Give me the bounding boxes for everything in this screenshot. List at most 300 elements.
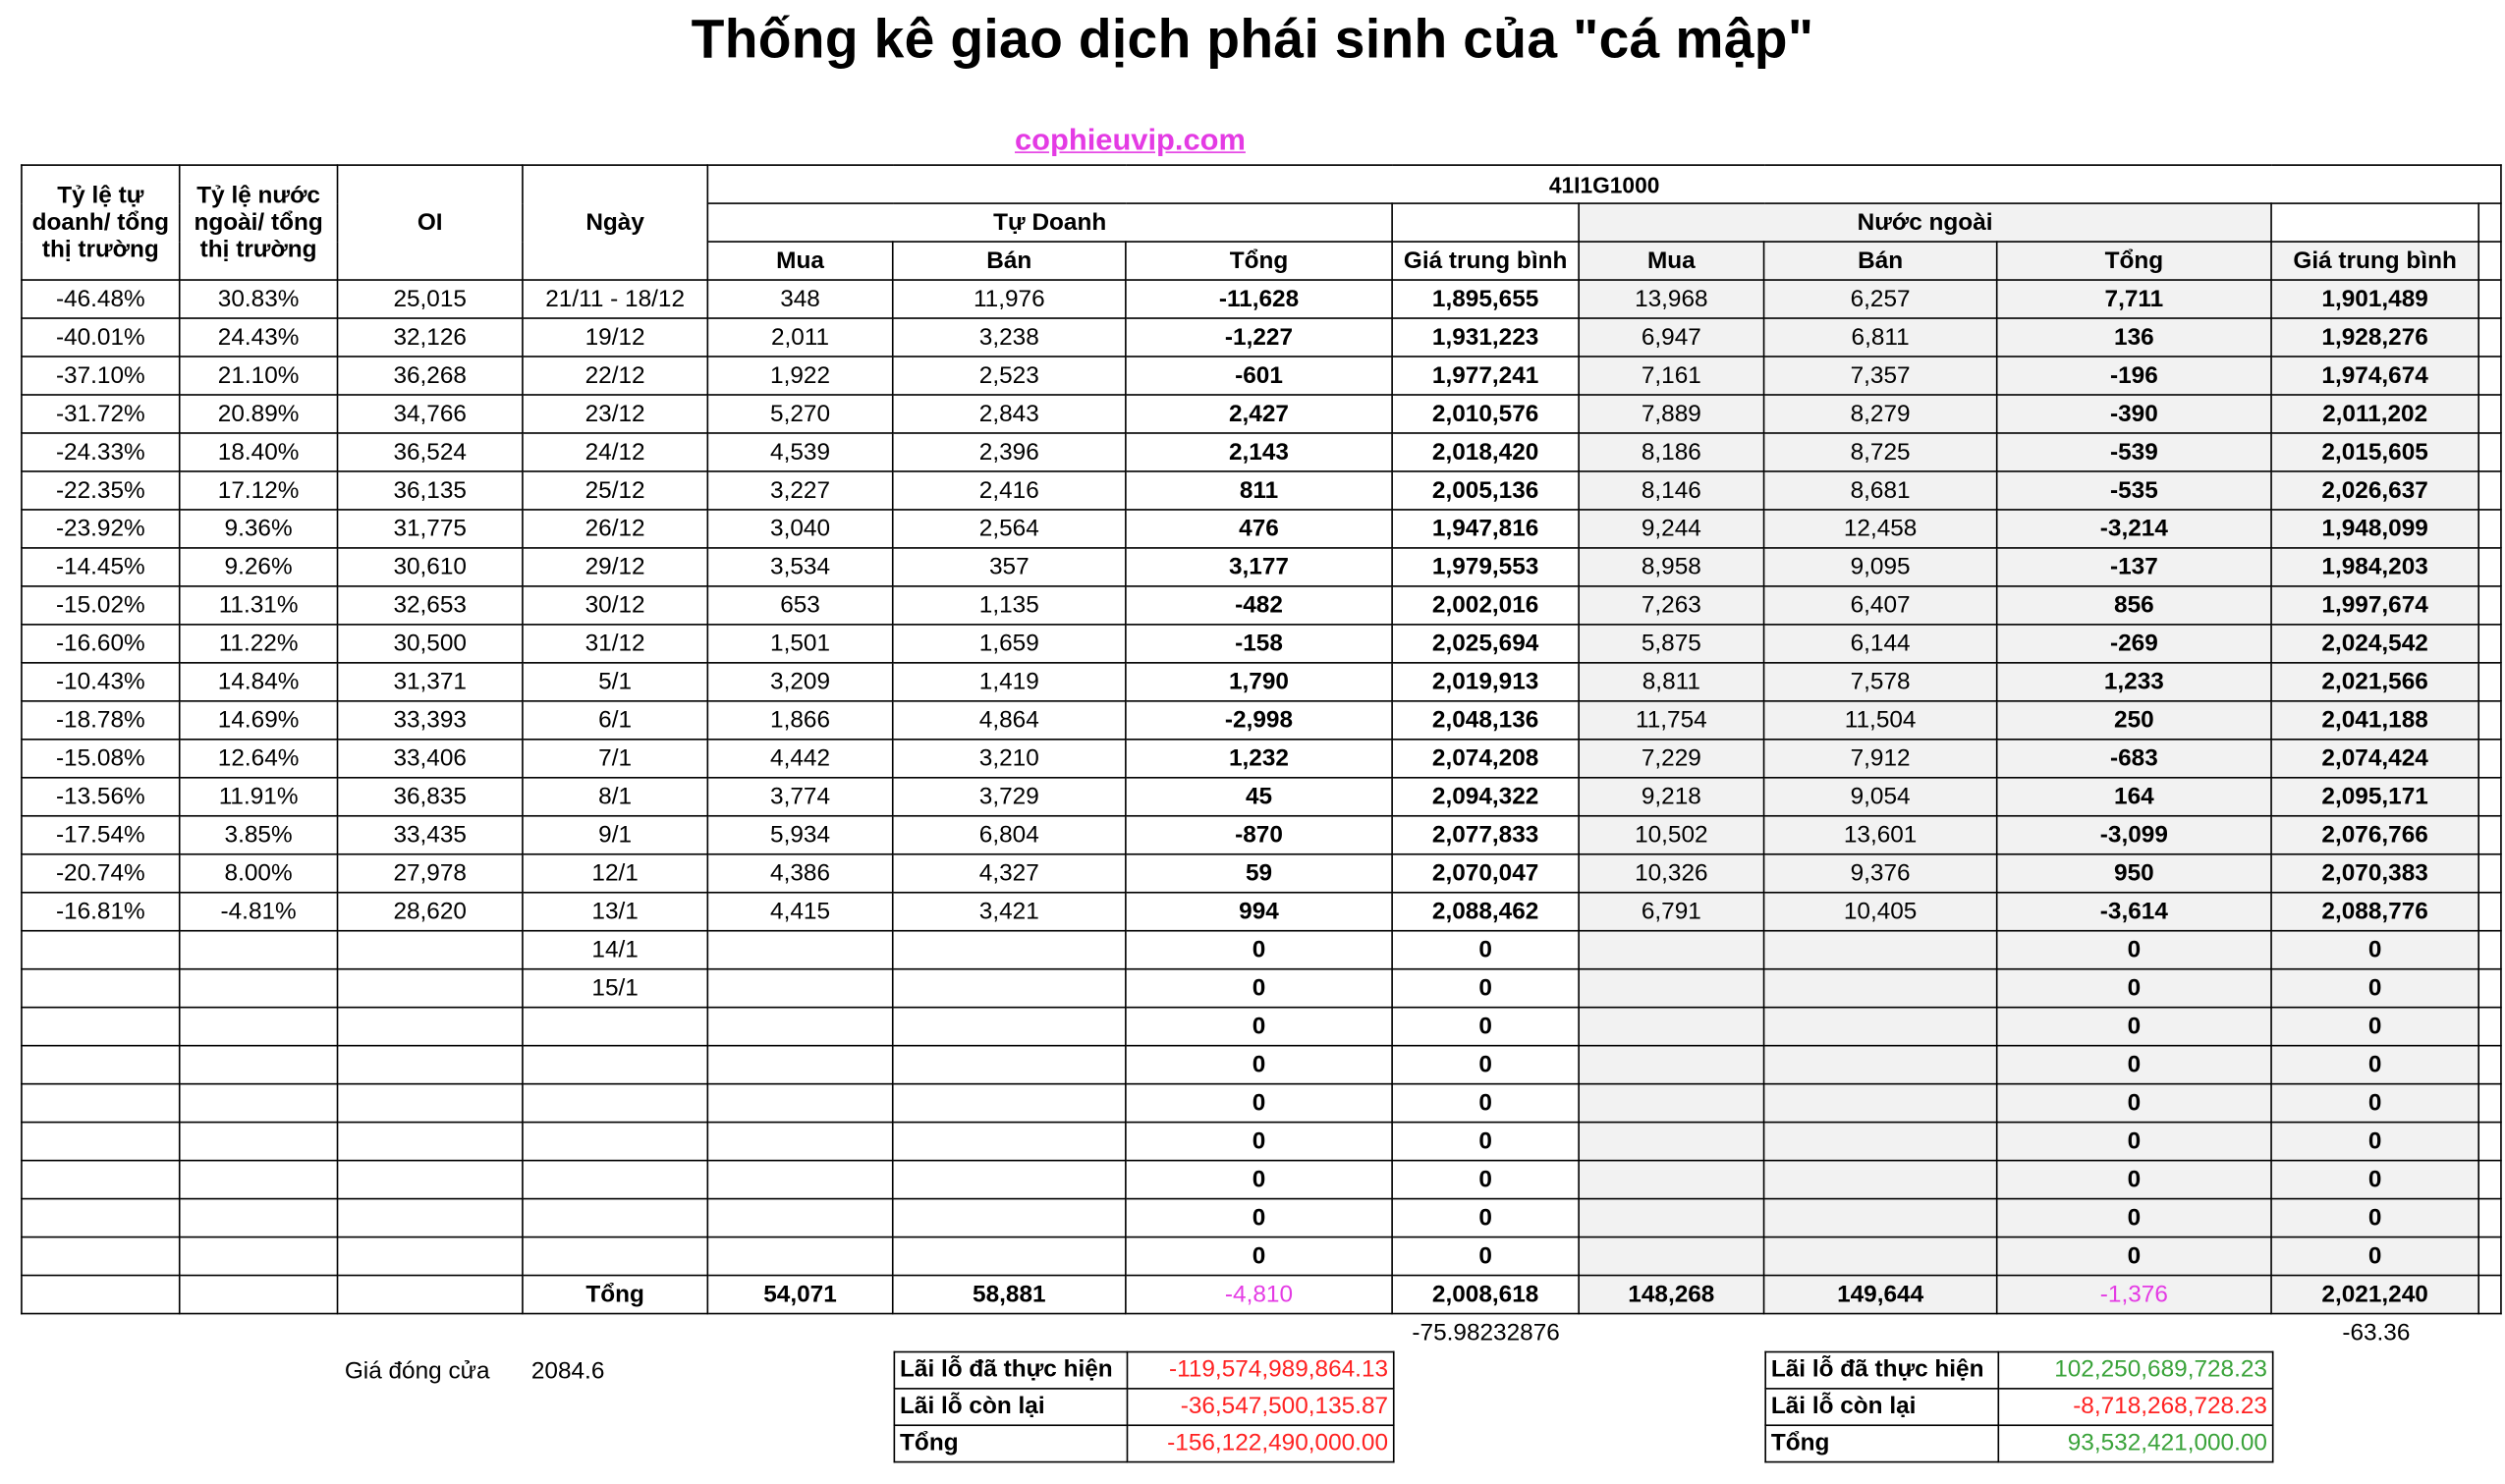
cell-prop-buy: 1,501 (707, 625, 892, 663)
pnl-prop-remaining-label: Lãi lỗ còn lại (894, 1389, 1127, 1425)
row-edge (2478, 740, 2501, 778)
cell-foreign-avg: 1,901,489 (2271, 280, 2478, 318)
cell-prop-avg: 2,018,420 (1392, 433, 1579, 471)
cell-foreign-sell: 9,095 (1764, 548, 1997, 586)
cell-foreign-sell (1764, 969, 1997, 1008)
cell-foreign-avg: 0 (2271, 969, 2478, 1008)
row-edge (2478, 663, 2501, 701)
cell-foreign-buy (1579, 1046, 1763, 1084)
cell-foreign-buy: 6,791 (1579, 893, 1763, 931)
header-date: Ngày (523, 165, 707, 280)
cell-prop-sell (893, 1084, 1126, 1123)
cell-oi: 32,653 (338, 586, 523, 625)
cell-foreign-total: 7,711 (1997, 280, 2271, 318)
cell-foreign-buy (1579, 1161, 1763, 1199)
cell-foreign-total: 0 (1997, 1237, 2271, 1276)
cell-foreign-buy (1579, 969, 1763, 1008)
cell-prop-buy: 4,386 (707, 854, 892, 893)
cell-foreign-buy (1579, 1123, 1763, 1161)
cell-foreign-sell: 11,504 (1764, 701, 1997, 740)
cell-ratio-foreign (180, 1123, 338, 1161)
header-foreign-avg: Giá trung bình (2271, 242, 2478, 280)
cell-foreign-sell (1764, 1123, 1997, 1161)
header-spacer-foreign (2271, 203, 2478, 242)
header-foreign-total: Tổng (1997, 242, 2271, 280)
cell-prop-avg: 0 (1392, 1084, 1579, 1123)
cell-oi (338, 1237, 523, 1276)
cell-foreign-total: 1,233 (1997, 663, 2271, 701)
cell-oi: 36,268 (338, 357, 523, 395)
cell-foreign-sell: 7,578 (1764, 663, 1997, 701)
cell-prop-avg: 1,931,223 (1392, 318, 1579, 357)
header-spacer-proprietary (1392, 203, 1579, 242)
cell-prop-buy (707, 931, 892, 969)
cell-prop-avg: 2,010,576 (1392, 395, 1579, 433)
cell-prop-sell (893, 931, 1126, 969)
cell-ratio-proprietary (22, 969, 180, 1008)
cell-prop-buy (707, 1123, 892, 1161)
cell-foreign-total: 164 (1997, 778, 2271, 816)
cell-foreign-sell (1764, 1237, 1997, 1276)
cell-prop-avg: 0 (1392, 1046, 1579, 1084)
cell-date: 24/12 (523, 433, 707, 471)
table-row (22, 395, 2501, 433)
cell-date: 14/1 (523, 931, 707, 969)
cell-foreign-buy: 10,502 (1579, 816, 1763, 854)
cell-oi: 31,371 (338, 663, 523, 701)
cell-oi: 33,435 (338, 816, 523, 854)
diff-proprietary: -75.98232876 (1412, 1319, 1560, 1347)
cell-prop-avg: 1,895,655 (1392, 280, 1579, 318)
cell-ratio-proprietary: -46.48% (22, 280, 180, 318)
cell-foreign-sell: 6,811 (1764, 318, 1997, 357)
cell-prop-total: 2,143 (1126, 433, 1392, 471)
cell-foreign-total: -3,614 (1997, 893, 2271, 931)
cell-prop-total: -1,227 (1126, 318, 1392, 357)
cell-ratio-proprietary: -16.60% (22, 625, 180, 663)
cell-prop-sell: 2,564 (893, 510, 1126, 548)
cell-prop-buy (707, 1161, 892, 1199)
cell-foreign-buy (1579, 1199, 1763, 1237)
cell-oi: 30,500 (338, 625, 523, 663)
cell-ratio-proprietary: -23.92% (22, 510, 180, 548)
row-edge (2478, 625, 2501, 663)
cell-foreign-sell: 7,912 (1764, 740, 1997, 778)
table-row (22, 586, 2501, 625)
cell-foreign-sell: 7,357 (1764, 357, 1997, 395)
table-row (22, 1161, 2501, 1199)
table-row (22, 1199, 2501, 1237)
cell-ratio-proprietary: -31.72% (22, 395, 180, 433)
row-edge (2478, 510, 2501, 548)
cell-prop-avg: 2,077,833 (1392, 816, 1579, 854)
cell-prop-buy: 3,227 (707, 471, 892, 510)
cell-ratio-proprietary (22, 1046, 180, 1084)
pnl-foreign-total-label: Tổng (1765, 1425, 1998, 1461)
cell-foreign-sell (1764, 931, 1997, 969)
cell-foreign-avg: 1,974,674 (2271, 357, 2478, 395)
cell-prop-sell: 6,804 (893, 816, 1126, 854)
cell-ratio-foreign (180, 969, 338, 1008)
cell-ratio-proprietary: -22.35% (22, 471, 180, 510)
total-label: Tổng (523, 1276, 707, 1314)
cell-date: 30/12 (523, 586, 707, 625)
cell-prop-sell (893, 1008, 1126, 1046)
cell-ratio-foreign: 11.91% (180, 778, 338, 816)
cell-ratio-proprietary: -13.56% (22, 778, 180, 816)
cell-prop-buy (707, 1199, 892, 1237)
cell-foreign-total: -683 (1997, 740, 2271, 778)
table-body (22, 280, 2501, 1276)
row-edge (2478, 318, 2501, 357)
cell-date (523, 1123, 707, 1161)
cell-prop-total: 476 (1126, 510, 1392, 548)
table-row (22, 931, 2501, 969)
cell-foreign-avg: 0 (2271, 1237, 2478, 1276)
cell-foreign-avg: 2,076,766 (2271, 816, 2478, 854)
row-edge (2478, 931, 2501, 969)
cell-foreign-total: 0 (1997, 1008, 2271, 1046)
cell-prop-sell: 2,523 (893, 357, 1126, 395)
cell-prop-avg: 2,025,694 (1392, 625, 1579, 663)
cell-foreign-total: -3,214 (1997, 510, 2271, 548)
cell-foreign-avg: 0 (2271, 1199, 2478, 1237)
cell-ratio-foreign: 8.00% (180, 854, 338, 893)
cell-prop-avg: 2,019,913 (1392, 663, 1579, 701)
cell-date: 26/12 (523, 510, 707, 548)
cell-prop-total: -11,628 (1126, 280, 1392, 318)
header-foreign-buy: Mua (1579, 242, 1763, 280)
cell-foreign-buy (1579, 931, 1763, 969)
header-group-foreign: Nước ngoài (1579, 203, 2271, 242)
table-row (22, 663, 2501, 701)
cell-prop-sell (893, 1123, 1126, 1161)
cell-prop-total: -158 (1126, 625, 1392, 663)
cell-prop-total: 994 (1126, 893, 1392, 931)
table-row (22, 778, 2501, 816)
cell-ratio-foreign: 18.40% (180, 433, 338, 471)
cell-oi: 36,135 (338, 471, 523, 510)
cell-prop-avg: 2,088,462 (1392, 893, 1579, 931)
cell-prop-sell: 2,396 (893, 433, 1126, 471)
cell-ratio-foreign: 9.36% (180, 510, 338, 548)
cell-ratio-proprietary (22, 1237, 180, 1276)
total-prop-total: -4,810 (1126, 1276, 1392, 1314)
pnl-foreign-table (1764, 1351, 2273, 1463)
row-edge (2478, 854, 2501, 893)
cell-foreign-buy: 8,186 (1579, 433, 1763, 471)
cell-prop-total: -601 (1126, 357, 1392, 395)
table-row (22, 1046, 2501, 1084)
cell-oi: 25,015 (338, 280, 523, 318)
cell-prop-sell: 3,238 (893, 318, 1126, 357)
cell-foreign-avg: 0 (2271, 1008, 2478, 1046)
cell-foreign-buy (1579, 1084, 1763, 1123)
cell-ratio-proprietary: -10.43% (22, 663, 180, 701)
cell-prop-sell: 4,327 (893, 854, 1126, 893)
cell-ratio-foreign (180, 1046, 338, 1084)
cell-foreign-avg: 1,997,674 (2271, 586, 2478, 625)
cell-prop-total: 1,232 (1126, 740, 1392, 778)
cell-ratio-proprietary: -15.08% (22, 740, 180, 778)
cell-foreign-total: 0 (1997, 931, 2271, 969)
cell-prop-sell: 3,210 (893, 740, 1126, 778)
cell-foreign-total: 0 (1997, 1084, 2271, 1123)
row-edge (2478, 1084, 2501, 1123)
cell-foreign-avg: 2,074,424 (2271, 740, 2478, 778)
header-contract: 41I1G1000 (707, 165, 2501, 203)
cell-prop-sell (893, 1161, 1126, 1199)
cell-date (523, 1199, 707, 1237)
cell-prop-total: 0 (1126, 1046, 1392, 1084)
cell-foreign-avg: 1,984,203 (2271, 548, 2478, 586)
cell-foreign-total: 250 (1997, 701, 2271, 740)
pnl-foreign-realized-value: 102,250,689,728.23 (1998, 1352, 2272, 1389)
cell-prop-buy: 1,866 (707, 701, 892, 740)
cell-prop-buy: 1,922 (707, 357, 892, 395)
table-row (22, 854, 2501, 893)
cell-date: 23/12 (523, 395, 707, 433)
table-row (22, 548, 2501, 586)
cell-ratio-foreign: 12.64% (180, 740, 338, 778)
cell-date (523, 1008, 707, 1046)
cell-date: 9/1 (523, 816, 707, 854)
cell-prop-sell: 11,976 (893, 280, 1126, 318)
table-row (22, 1237, 2501, 1276)
cell-oi: 28,620 (338, 893, 523, 931)
cell-date: 15/1 (523, 969, 707, 1008)
cell-foreign-total: 0 (1997, 1199, 2271, 1237)
cell-oi (338, 1199, 523, 1237)
header-ratio-proprietary: Tỷ lệ tự doanh/ tổng thị trường (22, 165, 180, 280)
header-prop-buy: Mua (707, 242, 892, 280)
cell-prop-total: 0 (1126, 931, 1392, 969)
cell-foreign-total: -535 (1997, 471, 2271, 510)
cell-ratio-proprietary: -20.74% (22, 854, 180, 893)
cell-oi: 31,775 (338, 510, 523, 548)
cell-foreign-total: 950 (1997, 854, 2271, 893)
cell-prop-buy: 348 (707, 280, 892, 318)
cell-prop-buy: 5,270 (707, 395, 892, 433)
close-price-value: 2084.6 (530, 1357, 605, 1385)
cell-prop-avg: 0 (1392, 1123, 1579, 1161)
cell-prop-total: 3,177 (1126, 548, 1392, 586)
cell-ratio-foreign: 3.85% (180, 816, 338, 854)
header-prop-sell: Bán (893, 242, 1126, 280)
header-group-proprietary: Tự Doanh (707, 203, 1392, 242)
cell-foreign-sell (1764, 1199, 1997, 1237)
pnl-prop-realized-value: -119,574,989,864.13 (1127, 1352, 1393, 1389)
cell-ratio-foreign (180, 1084, 338, 1123)
cell-prop-buy: 2,011 (707, 318, 892, 357)
cell-foreign-avg: 0 (2271, 1123, 2478, 1161)
cell-foreign-total: -539 (1997, 433, 2271, 471)
cell-prop-avg: 2,070,047 (1392, 854, 1579, 893)
cell-prop-total: 0 (1126, 969, 1392, 1008)
derivatives-table (21, 164, 2502, 1314)
cell-foreign-avg: 0 (2271, 1046, 2478, 1084)
cell-date: 8/1 (523, 778, 707, 816)
cell-ratio-foreign: 11.22% (180, 625, 338, 663)
cell-oi (338, 1123, 523, 1161)
cell-prop-total: 0 (1126, 1199, 1392, 1237)
cell-date: 12/1 (523, 854, 707, 893)
header-edge (2478, 203, 2501, 242)
cell-prop-total: 1,790 (1126, 663, 1392, 701)
cell-foreign-buy: 7,889 (1579, 395, 1763, 433)
cell-prop-buy: 5,934 (707, 816, 892, 854)
cell-prop-total: 0 (1126, 1123, 1392, 1161)
cell-date: 13/1 (523, 893, 707, 931)
cell-prop-avg: 1,979,553 (1392, 548, 1579, 586)
header-foreign-sell: Bán (1764, 242, 1997, 280)
table-row (22, 816, 2501, 854)
row-edge (2478, 280, 2501, 318)
cell-ratio-proprietary: -18.78% (22, 701, 180, 740)
pnl-proprietary-table (894, 1351, 1395, 1463)
cell-foreign-avg: 2,026,637 (2271, 471, 2478, 510)
cell-oi: 32,126 (338, 318, 523, 357)
cell-prop-sell: 4,864 (893, 701, 1126, 740)
cell-prop-avg: 2,074,208 (1392, 740, 1579, 778)
table-row (22, 1123, 2501, 1161)
cell-foreign-sell: 12,458 (1764, 510, 1997, 548)
cell-ratio-proprietary: -17.54% (22, 816, 180, 854)
cell-prop-avg: 2,005,136 (1392, 471, 1579, 510)
cell-prop-sell (893, 1237, 1126, 1276)
cell-foreign-avg: 2,088,776 (2271, 893, 2478, 931)
cell-prop-avg: 2,002,016 (1392, 586, 1579, 625)
cell-prop-total: 0 (1126, 1237, 1392, 1276)
pnl-foreign-remaining-label: Lãi lỗ còn lại (1765, 1389, 1998, 1425)
cell-prop-sell: 3,729 (893, 778, 1126, 816)
total-foreign-sell: 149,644 (1764, 1276, 1997, 1314)
cell-prop-buy: 3,774 (707, 778, 892, 816)
cell-foreign-total: -196 (1997, 357, 2271, 395)
cell-prop-sell: 1,135 (893, 586, 1126, 625)
cell-prop-buy: 653 (707, 586, 892, 625)
cell-prop-sell: 1,659 (893, 625, 1126, 663)
cell-ratio-proprietary: -40.01% (22, 318, 180, 357)
cell-foreign-sell: 8,725 (1764, 433, 1997, 471)
cell-prop-sell (893, 1199, 1126, 1237)
cell-prop-total: 811 (1126, 471, 1392, 510)
total-prop-sell: 58,881 (893, 1276, 1126, 1314)
cell-oi: 30,610 (338, 548, 523, 586)
cell-foreign-total: -390 (1997, 395, 2271, 433)
cell-prop-total: 0 (1126, 1008, 1392, 1046)
pnl-prop-realized-label: Lãi lỗ đã thực hiện (894, 1352, 1127, 1389)
cell-prop-buy: 4,539 (707, 433, 892, 471)
cell-ratio-proprietary (22, 1199, 180, 1237)
cell-prop-sell: 2,416 (893, 471, 1126, 510)
cell-foreign-total: -269 (1997, 625, 2271, 663)
cell-prop-total: 45 (1126, 778, 1392, 816)
cell-foreign-total: 136 (1997, 318, 2271, 357)
cell-foreign-avg: 2,041,188 (2271, 701, 2478, 740)
cell-foreign-buy: 9,244 (1579, 510, 1763, 548)
cell-ratio-proprietary: -37.10% (22, 357, 180, 395)
row-edge (2478, 433, 2501, 471)
page-title: Thống kê giao dịch phái sinh của "cá mập" (691, 9, 1814, 71)
cell-foreign-buy: 7,263 (1579, 586, 1763, 625)
cell-ratio-foreign: -4.81% (180, 893, 338, 931)
cell-ratio-foreign: 9.26% (180, 548, 338, 586)
table-row (22, 701, 2501, 740)
cell-foreign-buy: 9,218 (1579, 778, 1763, 816)
cell-ratio-proprietary: -14.45% (22, 548, 180, 586)
cell-oi (338, 969, 523, 1008)
cell-foreign-avg: 0 (2271, 931, 2478, 969)
cell-foreign-avg: 2,015,605 (2271, 433, 2478, 471)
cell-oi: 34,766 (338, 395, 523, 433)
cell-ratio-foreign (180, 1161, 338, 1199)
total-prop-buy: 54,071 (707, 1276, 892, 1314)
cell-prop-total: 59 (1126, 854, 1392, 893)
table-row (22, 740, 2501, 778)
cell-date (523, 1046, 707, 1084)
cell-prop-buy: 4,442 (707, 740, 892, 778)
cell-oi: 33,406 (338, 740, 523, 778)
row-edge (2478, 1046, 2501, 1084)
total-cell-empty (22, 1276, 180, 1314)
cell-prop-avg: 0 (1392, 1161, 1579, 1199)
row-edge (2478, 1161, 2501, 1199)
table-row (22, 625, 2501, 663)
diff-foreign: -63.36 (2342, 1319, 2411, 1347)
cell-prop-buy: 3,040 (707, 510, 892, 548)
cell-foreign-total: 0 (1997, 1161, 2271, 1199)
cell-date (523, 1161, 707, 1199)
cell-foreign-sell: 6,257 (1764, 280, 1997, 318)
row-edge (2478, 816, 2501, 854)
table-row (22, 318, 2501, 357)
row-edge (2478, 778, 2501, 816)
cell-date: 31/12 (523, 625, 707, 663)
cell-prop-total: 0 (1126, 1084, 1392, 1123)
cell-foreign-sell: 9,376 (1764, 854, 1997, 893)
cell-ratio-foreign: 11.31% (180, 586, 338, 625)
pnl-prop-total-label: Tổng (894, 1425, 1127, 1461)
cell-foreign-avg: 2,070,383 (2271, 854, 2478, 893)
cell-date (523, 1237, 707, 1276)
cell-prop-buy (707, 1046, 892, 1084)
site-link[interactable]: cophieuvip.com (1014, 124, 1246, 158)
table-row (22, 471, 2501, 510)
cell-foreign-buy: 11,754 (1579, 701, 1763, 740)
cell-prop-sell (893, 969, 1126, 1008)
header-oi: OI (338, 165, 523, 280)
cell-ratio-proprietary (22, 1161, 180, 1199)
row-edge (2478, 548, 2501, 586)
cell-prop-sell: 3,421 (893, 893, 1126, 931)
cell-prop-total: -482 (1126, 586, 1392, 625)
cell-oi (338, 931, 523, 969)
cell-foreign-sell (1764, 1161, 1997, 1199)
cell-prop-avg: 1,947,816 (1392, 510, 1579, 548)
row-edge (2478, 701, 2501, 740)
cell-foreign-sell: 8,681 (1764, 471, 1997, 510)
cell-foreign-avg: 1,948,099 (2271, 510, 2478, 548)
cell-ratio-proprietary: -24.33% (22, 433, 180, 471)
cell-foreign-buy: 13,968 (1579, 280, 1763, 318)
cell-foreign-buy: 8,958 (1579, 548, 1763, 586)
cell-ratio-proprietary: -15.02% (22, 586, 180, 625)
cell-ratio-proprietary (22, 1123, 180, 1161)
cell-foreign-avg: 2,024,542 (2271, 625, 2478, 663)
cell-ratio-foreign (180, 1199, 338, 1237)
cell-foreign-total: -137 (1997, 548, 2271, 586)
